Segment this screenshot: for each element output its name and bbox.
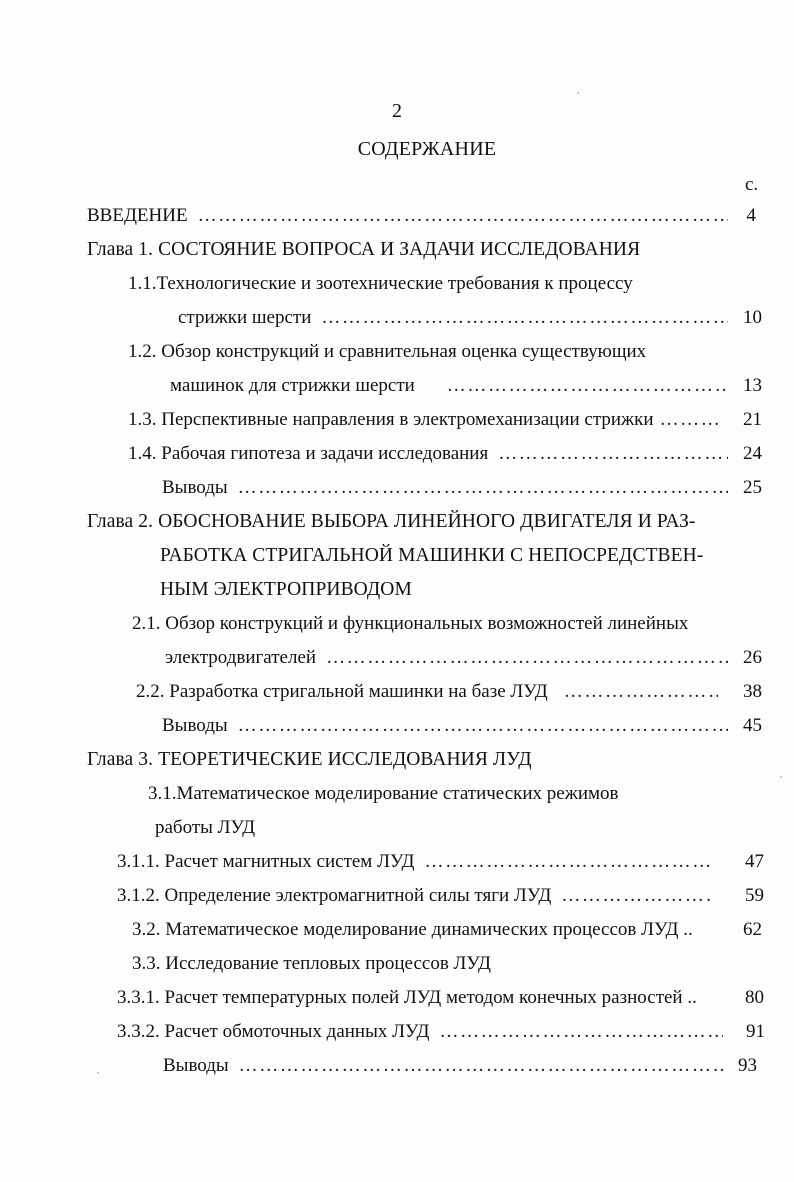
toc-entry-3-2[interactable]: 3.2. Математическое моделирование динамических процессов ЛУД .. bbox=[132, 919, 693, 940]
toc-entry-3-1-line1: 3.1.Математическое моделирование статических режимов bbox=[148, 783, 619, 804]
toc-page-number: 10 bbox=[743, 307, 762, 328]
scan-speck bbox=[577, 92, 579, 94]
toc-page-number: 13 bbox=[743, 375, 762, 396]
toc-page-number: 26 bbox=[743, 647, 762, 668]
toc-page-number: 62 bbox=[743, 919, 762, 940]
toc-entry-label: стрижки шерсти bbox=[178, 307, 312, 328]
toc-entry-3-3[interactable]: 3.3. Исследование тепловых процессов ЛУД bbox=[132, 953, 491, 974]
toc-page-number: 59 bbox=[745, 885, 764, 906]
toc-entry-2-1[interactable] bbox=[165, 646, 732, 670]
toc-entry-label: 2.2. Разработка стригальной машинки на базе ЛУД bbox=[136, 681, 548, 702]
toc-entry-label: Выводы bbox=[162, 715, 228, 736]
scan-speck bbox=[780, 776, 782, 778]
toc-page-number: 24 bbox=[743, 443, 762, 464]
chapter-2-heading-line1: Глава 2. ОБОСНОВАНИЕ ВЫБОРА ЛИНЕЙНОГО ДВИГАТЕЛЯ И РАЗ- bbox=[87, 511, 696, 532]
toc-entry-label: 3.1.2. Определение электромагнитной силы тяги ЛУД bbox=[117, 885, 552, 906]
toc-entry-label: 1.4. Рабочая гипотеза и задачи исследования bbox=[128, 443, 489, 464]
toc-entry-3-1-line2: работы ЛУД bbox=[155, 817, 256, 838]
toc-entry-label: машинок для стрижки шерсти bbox=[170, 375, 415, 396]
toc-page-number: 45 bbox=[743, 715, 762, 736]
chapter-1-heading: Глава 1. СОСТОЯНИЕ ВОПРОСА И ЗАДАЧИ ИССЛЕДОВАНИЯ bbox=[87, 239, 641, 260]
toc-entry-3-3-1[interactable]: 3.3.1. Расчет температурных полей ЛУД методом конечных разностей .. bbox=[117, 987, 697, 1008]
toc-entry-2-2[interactable] bbox=[136, 680, 722, 704]
toc-entry-1-1[interactable] bbox=[178, 306, 732, 330]
toc-entry-label: электродвигателей bbox=[165, 647, 317, 668]
toc-entry-1-3[interactable] bbox=[128, 408, 726, 432]
toc-entry-label: ВВЕДЕНИЕ bbox=[87, 205, 188, 226]
toc-entry-3-3-2[interactable] bbox=[117, 1020, 727, 1044]
toc-entry-intro[interactable] bbox=[87, 204, 732, 228]
toc-page-number: 4 bbox=[746, 205, 756, 226]
chapter-2-heading-line2: РАБОТКА СТРИГАЛЬНОЙ МАШИНКИ С НЕПОСРЕДСТВЕН- bbox=[160, 545, 704, 566]
toc-entry-label: 3.1.1. Расчет магнитных систем ЛУД bbox=[117, 851, 415, 872]
page-number: 2 bbox=[392, 100, 402, 122]
toc-page-number: 93 bbox=[738, 1055, 757, 1076]
page-column-label: с. bbox=[745, 174, 759, 195]
scan-speck bbox=[97, 1072, 99, 1074]
toc-entry-ch2-conclusions[interactable] bbox=[162, 714, 732, 738]
toc-page-number: 47 bbox=[745, 851, 764, 872]
chapter-2-heading-line3: НЫМ ЭЛЕКТРОПРИВОДОМ bbox=[160, 579, 412, 600]
toc-entry-label: Выводы bbox=[163, 1055, 229, 1076]
toc-entry-1-2[interactable] bbox=[170, 374, 732, 398]
toc-entry-1-1-line1: 1.1.Технологические и зоотехнические требования к процессу bbox=[128, 273, 633, 294]
toc-page-number: 25 bbox=[743, 477, 762, 498]
toc-page-number: 38 bbox=[743, 681, 762, 702]
toc-entry-2-1-line1: 2.1. Обзор конструкций и функциональных возможностей линейных bbox=[132, 613, 689, 634]
toc-entry-1-4[interactable] bbox=[128, 442, 732, 466]
toc-entry-1-2-line1: 1.2. Обзор конструкций и сравнительная оценка существующих bbox=[128, 341, 647, 362]
toc-entry-ch3-conclusions[interactable] bbox=[163, 1054, 731, 1078]
toc-entry-3-1-2[interactable] bbox=[117, 884, 715, 908]
page-title: СОДЕРЖАНИЕ bbox=[357, 138, 497, 160]
toc-entry-label: 1.3. Перспективные направления в электромеханизации стрижки bbox=[128, 409, 654, 430]
chapter-3-heading: Глава 3. ТЕОРЕТИЧЕСКИЕ ИССЛЕДОВАНИЯ ЛУД bbox=[87, 749, 532, 770]
toc-page-number: 21 bbox=[743, 409, 762, 430]
toc-entry-ch1-conclusions[interactable] bbox=[162, 476, 732, 500]
toc-page-number: 80 bbox=[745, 987, 764, 1008]
toc-entry-label: Выводы bbox=[162, 477, 228, 498]
toc-entry-3-1-1[interactable] bbox=[117, 850, 715, 874]
toc-entry-label: 3.3.2. Расчет обмоточных данных ЛУД bbox=[117, 1021, 430, 1042]
toc-page-number: 91 bbox=[746, 1021, 765, 1042]
